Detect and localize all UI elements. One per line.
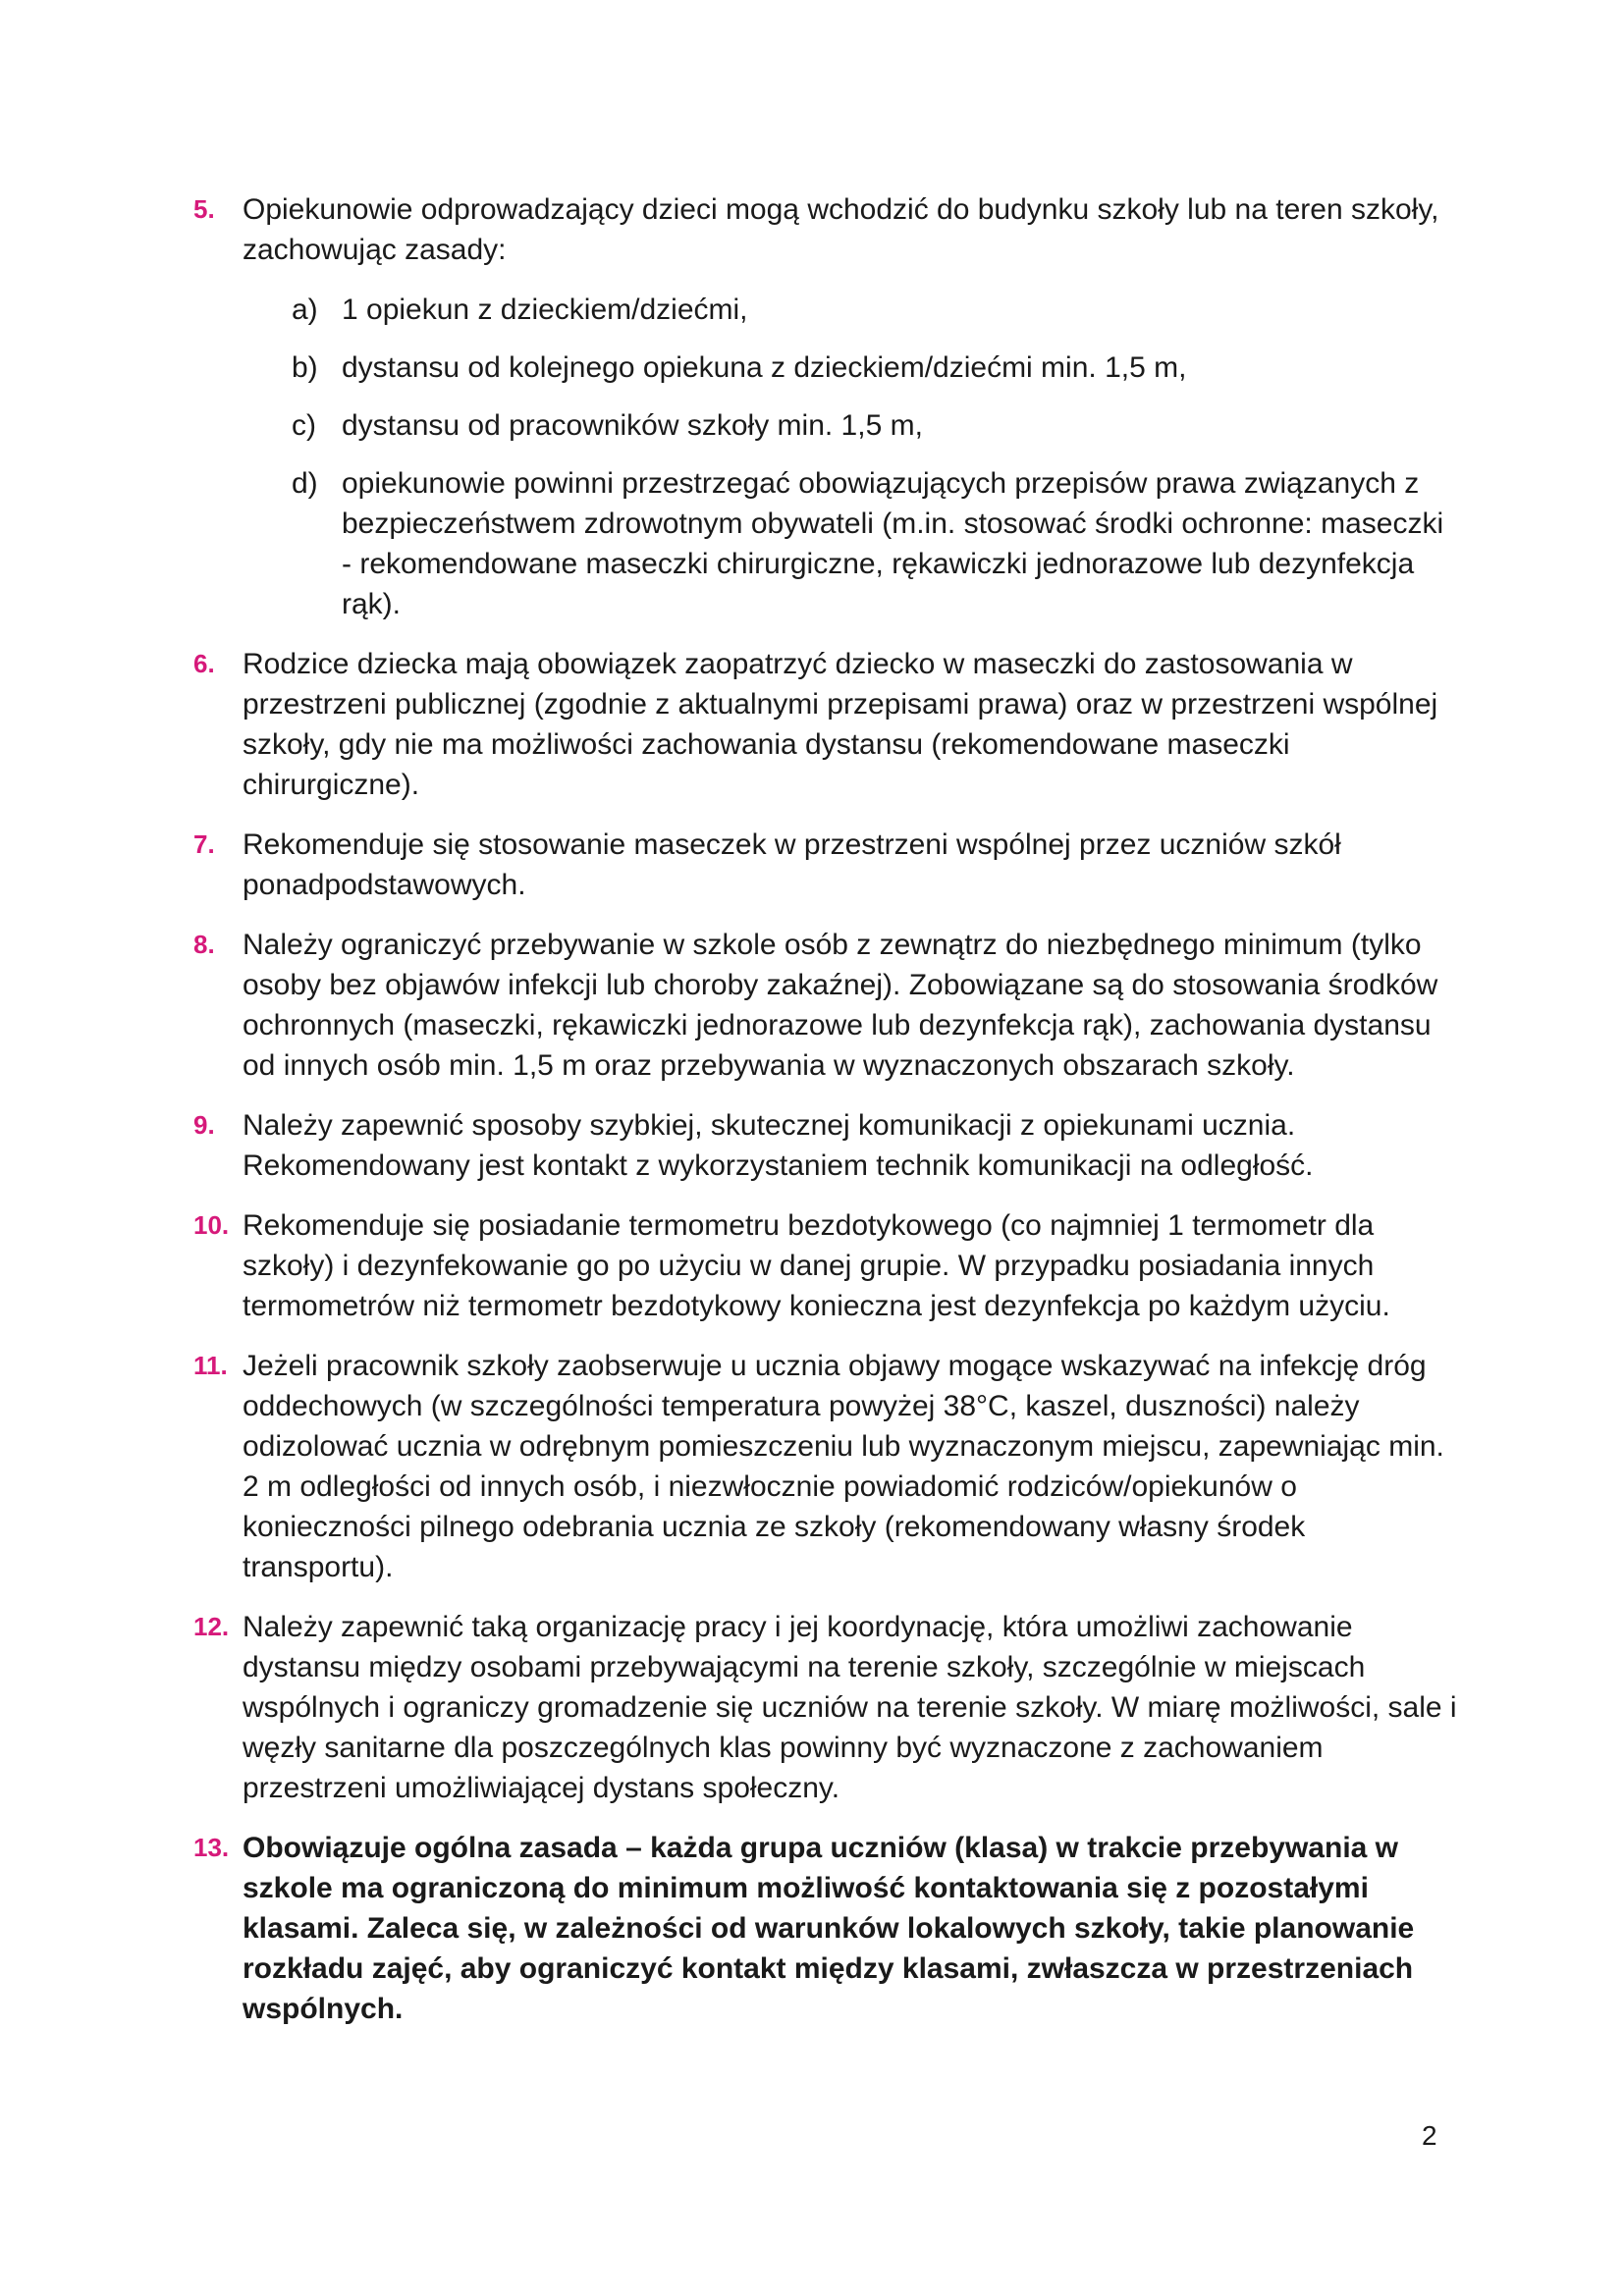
item-number: 7. bbox=[193, 829, 215, 859]
list-item-13 bbox=[193, 1828, 1460, 2029]
item-number: 9. bbox=[193, 1110, 215, 1140]
list-item-9 bbox=[193, 1105, 1460, 1186]
item-text: Rodzice dziecka mają obowiązek zaopatrzyć dziecko w maseczki do zastosowania w przestrzeni publicznej (zgodnie z aktualnymi przepisami prawa) oraz w przestrzeni wspólnej szkoły, gdy nie ma możliwości zachowania dystansu (rekomendowane maseczki chirurgiczne). bbox=[243, 648, 1438, 801]
sub-list bbox=[292, 290, 1460, 624]
item-number: 8. bbox=[193, 930, 215, 959]
item-text: Opiekunowie odprowadzający dzieci mogą wchodzić do budynku szkoły lub na teren szkoły, zachowując zasady: bbox=[243, 193, 1439, 266]
list-item-7 bbox=[193, 825, 1460, 905]
item-number: 13. bbox=[193, 1833, 230, 1862]
item-number: 10. bbox=[193, 1210, 230, 1240]
sub-item-label: d) bbox=[292, 467, 318, 500]
list-item-5 bbox=[193, 189, 1460, 624]
item-text: Rekomenduje się stosowanie maseczek w przestrzeni wspólnej przez uczniów szkół ponadpodstawowych. bbox=[243, 828, 1341, 901]
item-number: 12. bbox=[193, 1612, 230, 1641]
list-item-12 bbox=[193, 1607, 1460, 1808]
item-number: 6. bbox=[193, 649, 215, 678]
list-item-11 bbox=[193, 1346, 1460, 1587]
sub-item-text: 1 opiekun z dzieckiem/dziećmi, bbox=[342, 294, 748, 326]
item-text: Jeżeli pracownik szkoły zaobserwuje u ucznia objawy mogące wskazywać na infekcję dróg oddechowych (w szczególności temperatura powyżej 38°C, kaszel, duszności) należy odizolować ucznia w odrębnym pomieszczeniu lub wyznaczonym miejscu, zapewniając min. 2 m odległości od innych osób, i niezwłocznie powiadomić rodziców/opiekunów o konieczności pilnego odebrania ucznia ze szkoły (rekomendowany własny środek transportu). bbox=[243, 1350, 1444, 1583]
sub-item-text: opiekunowie powinni przestrzegać obowiązujących przepisów prawa związanych z bezpieczeństwem zdrowotnym obywateli (m.in. stosować środki ochronne: maseczki - rekomendowane maseczki chirurgiczne, rękawiczki jednorazowe lub dezynfekcja rąk). bbox=[342, 467, 1444, 620]
sub-item-d bbox=[292, 463, 1460, 624]
sub-item-label: c) bbox=[292, 409, 316, 442]
list-item-8 bbox=[193, 925, 1460, 1086]
sub-item-b bbox=[292, 347, 1460, 388]
list-item-10 bbox=[193, 1205, 1460, 1326]
item-text: Rekomenduje się posiadanie termometru bezdotykowego (co najmniej 1 termometr dla szkoły) i dezynfekowanie go po użyciu w danej grupie. W przypadku posiadania innych termometrów niż termometr bezdotykowy konieczna jest dezynfekcja po każdym użyciu. bbox=[243, 1209, 1390, 1322]
list-item-6 bbox=[193, 644, 1460, 805]
item-number: 11. bbox=[193, 1351, 228, 1380]
sub-item-text: dystansu od kolejnego opiekuna z dzieckiem/dziećmi min. 1,5 m, bbox=[342, 351, 1187, 384]
sub-item-text: dystansu od pracowników szkoły min. 1,5 m, bbox=[342, 409, 923, 442]
item-text: Należy zapewnić taką organizację pracy i jej koordynację, która umożliwi zachowanie dystansu między osobami przebywającymi na terenie szkoły, szczególnie w miejscach wspólnych i ograniczy gromadzenie się uczniów na terenie szkoły. W miarę możliwości, sale i węzły sanitarne dla poszczególnych klas powinny być wyznaczone z zachowaniem przestrzeni umożliwiającej dystans społeczny. bbox=[243, 1611, 1457, 1804]
sub-item-a bbox=[292, 290, 1460, 330]
item-text: Należy ograniczyć przebywanie w szkole osób z zewnątrz do niezbędnego minimum (tylko osoby bez objawów infekcji lub choroby zakaźnej). Zobowiązane są do stosowania środków ochronnych (maseczki, rękawiczki jednorazowe lub dezynfekcja rąk), zachowania dystansu od innych osób min. 1,5 m oraz przebywania w wyznaczonych obszarach szkoły. bbox=[243, 929, 1438, 1082]
sub-item-c bbox=[292, 405, 1460, 446]
item-number: 5. bbox=[193, 194, 215, 224]
sub-item-label: b) bbox=[292, 351, 318, 384]
numbered-list bbox=[193, 189, 1460, 2049]
sub-item-label: a) bbox=[292, 294, 318, 326]
item-text: Należy zapewnić sposoby szybkiej, skutecznej komunikacji z opiekunami ucznia. Rekomendowany jest kontakt z wykorzystaniem technik komunikacji na odległość. bbox=[243, 1109, 1314, 1182]
page-number: 2 bbox=[1422, 2120, 1437, 2151]
item-text: Obowiązuje ogólna zasada – każda grupa uczniów (klasa) w trakcie przebywania w szkole ma ograniczoną do minimum możliwość kontaktowania się z pozostałymi klasami. Zaleca się, w zależności od warunków lokalowych szkoły, takie planowanie rozkładu zajęć, aby ograniczyć kontakt między klasami, zwłaszcza w przestrzeniach wspólnych. bbox=[243, 1832, 1415, 2025]
